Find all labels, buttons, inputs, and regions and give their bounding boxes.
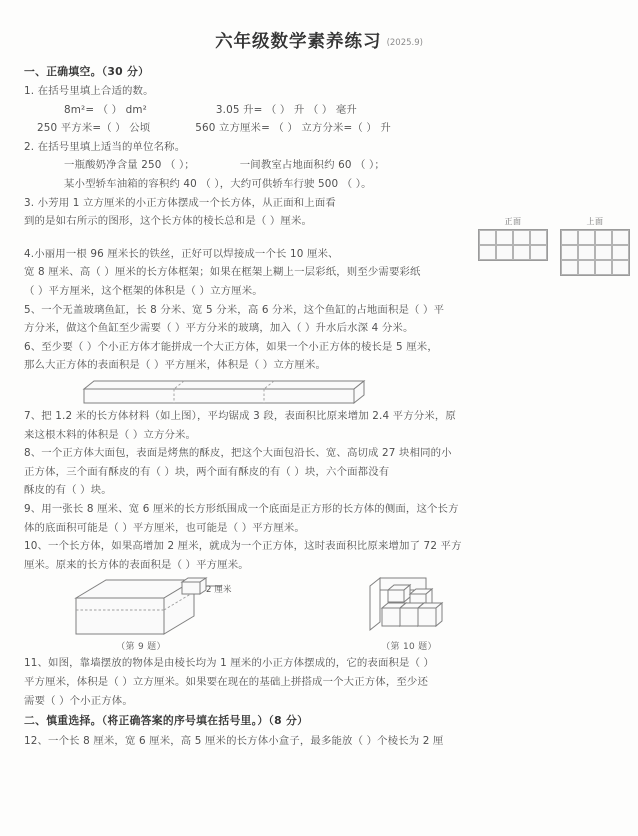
- grid-cell: [578, 245, 595, 260]
- grid-cell: [612, 245, 629, 260]
- question-4-line-2: 宽 8 厘米、高（ ）厘米的长方体框架；如果在框架上糊上一层彩纸，则至少需要彩纸: [24, 266, 421, 279]
- top-view-grid: [560, 229, 630, 276]
- q1-conv-2: 3.05 升= （ ） 升 （ ） 毫升: [215, 103, 357, 116]
- q1-conv-4: 560 立方厘米= （ ） 立方分米=（ ） 升: [195, 122, 391, 135]
- section-heading-2: 二、慎重选择。（将正确答案的序号填在括号里。）（8 分）: [24, 714, 309, 728]
- cuboid-edge-label: 2 厘米: [206, 585, 232, 596]
- q1-conv-1: 8m²= （ ） dm²: [64, 103, 147, 116]
- question-9-line-2: 体的底面积可能是（ ）平方厘米，也可能是（ ）平方厘米。: [24, 521, 305, 534]
- figure-caption-q9: （第 9 题）: [116, 642, 166, 653]
- question-2-line-1: [24, 156, 616, 175]
- question-7-line-1: 7、把 1.2 米的长方体材料（如上图），平均锯成 3 段，表面积比原来增加 2.4 平方分米，原: [24, 410, 456, 422]
- grid-cell: [479, 245, 496, 260]
- grid-cell: [595, 260, 612, 275]
- question-3-line-2: 到的是如右所示的图形，这个长方体的棱长总和是（ ）厘米。: [24, 215, 313, 228]
- grid-cell: [561, 245, 578, 260]
- question-8-line-1: 8、一个正方体大面包，表面是烤焦的酥皮，把这个大面包沿长、宽、高切成 27 块相同的小: [24, 447, 452, 460]
- question-6-line-1: 6、至少要（ ）个小正方体才能拼成一个大正方体，如果一个小正方体的棱长是 5 厘米，: [24, 340, 438, 353]
- question-4-line-3: （ ）平方厘米，这个框架的体积是（ ）立方厘米。: [24, 285, 263, 298]
- grid-cell: [496, 230, 513, 245]
- question-12-line-1: 12、一个长 8 厘米，宽 6 厘米，高 5 厘米的长方体小盒子，最多能放（ ）个棱长为 2 厘: [24, 734, 444, 747]
- front-view-grid: [478, 229, 548, 261]
- section-heading-1: 一、正确填空。（30 分）: [24, 64, 150, 78]
- stacked-cubes-figure-svg: [364, 576, 474, 638]
- question-7-line-2: 来这根木料的体积是（ ）立方分米。: [24, 428, 197, 441]
- question-1-line-2: [24, 119, 616, 138]
- worksheet-content: [0, 52, 638, 751]
- figure-views-q3: [478, 216, 630, 276]
- view-front: [478, 216, 548, 261]
- question-8-line-3: 酥皮的有（ ）块。: [24, 484, 112, 497]
- q2-item-1: 一瓶酸奶净含量 250 （ ）；: [64, 159, 195, 172]
- grid-cell: [513, 230, 530, 245]
- grid-cell: [530, 245, 547, 260]
- title-date: (2025.9): [386, 38, 423, 48]
- question-5-line-2: 方分米，做这个鱼缸至少需要（ ）平方分米的玻璃，加入（ ）升水后水深 4 分米。: [24, 322, 414, 335]
- grid-cell: [612, 230, 629, 245]
- cuboid-figure-svg: [54, 576, 264, 638]
- grid-cell: [496, 245, 513, 260]
- question-11-line-3: 需要（ ）个小正方体。: [24, 694, 133, 707]
- grid-cell: [595, 230, 612, 245]
- figure-long-prism: [24, 377, 616, 407]
- q2-item-2: 一间教室占地面积约 60 （ ）；: [239, 159, 385, 172]
- figure-row-bottom: [24, 576, 616, 654]
- grid-cell: [479, 230, 496, 245]
- grid-cell: [530, 230, 547, 245]
- view-top: [560, 216, 630, 276]
- question-4-line-1: 4.小丽用一根 96 厘米长的铁丝，正好可以焊接成一个长 10 厘米、: [24, 247, 339, 260]
- question-2-stem: 2. 在括号里填上适当的单位名称。: [24, 140, 186, 153]
- grid-cell: [561, 230, 578, 245]
- question-6-line-2: 那么大正方体的表面积是（ ）平方厘米，体积是（ ）立方厘米。: [24, 359, 327, 372]
- grid-cell: [513, 245, 530, 260]
- grid-cell: [561, 260, 578, 275]
- title-row: [0, 0, 638, 52]
- question-10-line-1: 10、一个长方体，如果高增加 2 厘米，就成为一个正方体，这时表面积比原来增加了 72 平方: [24, 540, 462, 553]
- question-1-line-1: [24, 101, 616, 120]
- question-9-line-1: 9、用一张长 8 厘米、宽 6 厘米的长方形纸围成一个底面是正方形的长方体的侧面，这个长方: [24, 502, 459, 515]
- q1-conv-3: 250 平方米=（ ） 公顷: [37, 122, 151, 135]
- question-1-stem: 1. 在括号里填上合适的数。: [24, 85, 154, 98]
- grid-cell: [612, 260, 629, 275]
- question-11-line-1: 11、如图，靠墙摆放的物体是由棱长均为 1 厘米的小正方体摆成的，它的表面积是（ ）: [24, 657, 435, 670]
- page-title: 六年级数学素养练习: [215, 32, 382, 52]
- view-front-label: 正面: [504, 217, 522, 226]
- grid-cell: [578, 230, 595, 245]
- figure-caption-q10: （第 10 题）: [381, 642, 437, 653]
- question-5-line-1: 5、一个无盖玻璃鱼缸，长 8 分米、宽 5 分米，高 6 分米，这个鱼缸的占地面积是（ ）平: [24, 303, 445, 316]
- question-10-line-2: 厘米。原来的长方体的表面积是（ ）平方厘米。: [24, 558, 249, 571]
- question-2-line-2: 某小型轿车油箱的容积约 40 （ ），大约可供轿车行驶 500 （ ）。: [64, 178, 372, 191]
- long-prism-svg: [24, 377, 384, 407]
- question-11-line-2: 平方厘米，体积是（ ）立方厘米。如果要在现在的基础上拼搭成一个大正方体，至少还: [24, 675, 428, 688]
- question-3-line-1: 3. 小芳用 1 立方厘米的小正方体摆成一个长方体，从正面和上面看: [24, 196, 336, 209]
- view-top-label: 上面: [586, 217, 604, 226]
- grid-cell: [595, 245, 612, 260]
- question-8-line-2: 正方体，三个面有酥皮的有（ ）块，两个面有酥皮的有（ ）块，六个面都没有: [24, 465, 390, 478]
- grid-cell: [578, 260, 595, 275]
